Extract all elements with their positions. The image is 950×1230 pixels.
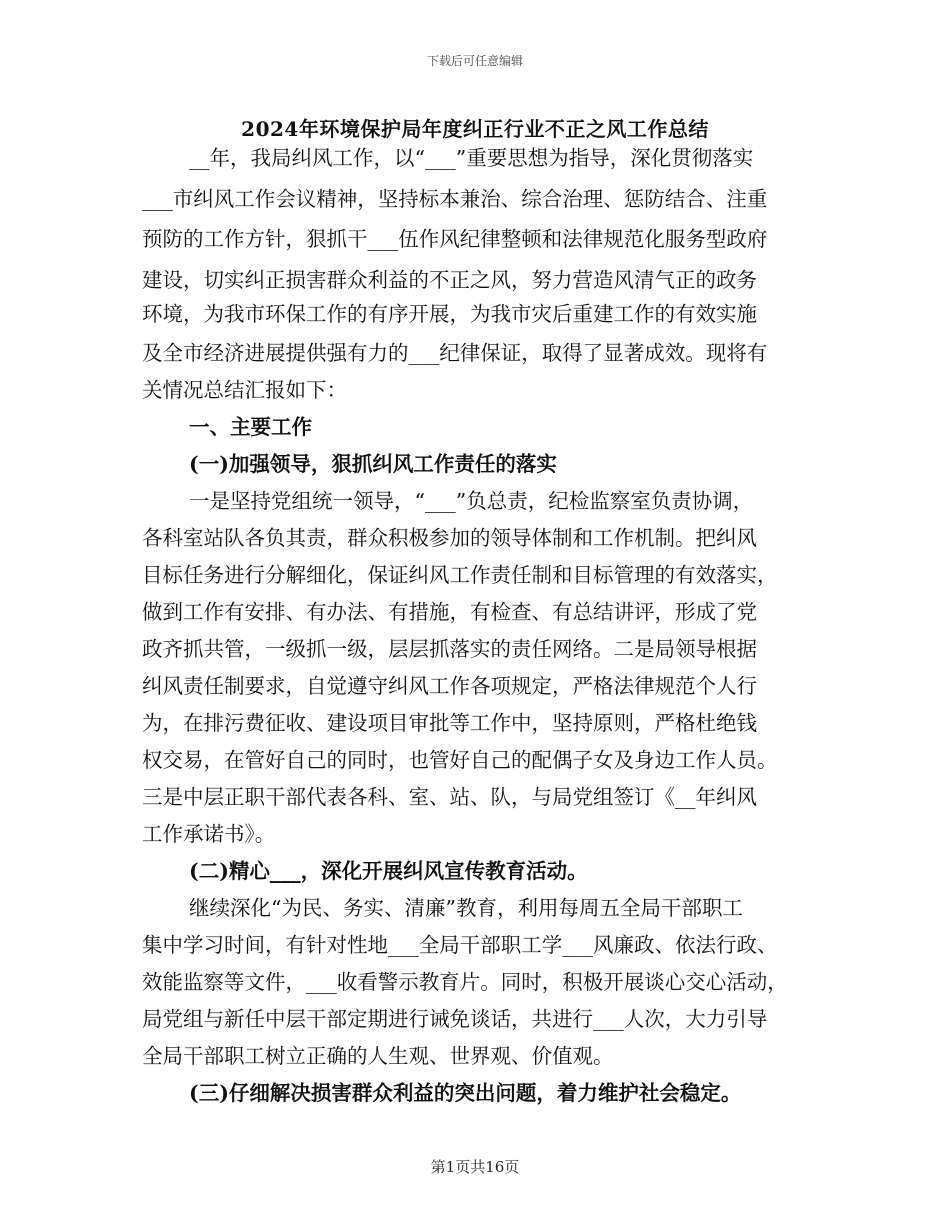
subsection-heading: (一)加强领导，狠抓纠风工作责任的落实 xyxy=(189,452,557,476)
page-header-note: 下载后可任意编辑 xyxy=(426,54,523,68)
paragraph-line: 三是中层正职干部代表各科、室、站、队，与局党组签订《__年纠风 xyxy=(142,785,757,809)
paragraph-line: 为，在排污费征收、建设项目审批等工作中，坚持原则，严格杜绝钱 xyxy=(142,711,757,735)
paragraph-line: 纠风责任制要求，自觉遵守纠风工作各项规定，严格法律规范个人行 xyxy=(142,674,757,698)
paragraph-line: 预防的工作方针，狠抓干___伍作风纪律整顿和法律规范化服务型政府 xyxy=(142,227,768,251)
paragraph-line: 政齐抓共管，一级抓一级，层层抓落实的责任网络。二是局领导根据 xyxy=(142,637,757,661)
paragraph-line: 权交易，在管好自己的同时，也管好自己的配偶子女及身边工作人员。 xyxy=(142,748,778,772)
paragraph-line: 一是坚持党组统一领导，“___”负总责，纪检监察室负责协调， xyxy=(189,489,754,513)
paragraph-line: 工作承诺书》。 xyxy=(142,822,276,846)
paragraph-line: 继续深化“为民、务实、清廉”教育，利用每周五全局干部职工 xyxy=(189,896,743,920)
paragraph-line: 关情况总结汇报如下： xyxy=(142,378,347,402)
paragraph-line: 目标任务进行分解细化，保证纠风工作责任制和目标管理的有效落实， xyxy=(142,563,778,587)
section-heading: 一、主要工作 xyxy=(189,415,312,439)
document-title: 2024年环境保护局年度纠正行业不正之风工作总结 xyxy=(241,117,709,141)
paragraph-line: __年，我局纠风工作，以“___”重要思想为指导，深化贯彻落实 xyxy=(189,146,754,170)
page-number: 第1页共16页 xyxy=(430,1158,520,1176)
paragraph-line: 局党组与新任中层干部定期进行诫免谈话，共进行___人次，大力引导 xyxy=(142,1007,768,1031)
paragraph-line: 效能监察等文件，___收看警示教育片。同时，积极开展谈心交心活动， xyxy=(142,970,788,994)
subsection-heading: (二)精心___，深化开展纠风宣传教育活动。 xyxy=(189,859,588,883)
paragraph-line: 做到工作有安排、有办法、有措施，有检查、有总结讲评，形成了党 xyxy=(142,600,757,624)
paragraph-line: 及全市经济进展提供强有力的___纪律保证，取得了显著成效。现将有 xyxy=(142,341,768,365)
subsection-heading: (三)仔细解决损害群众利益的突出问题，着力维护社会稳定。 xyxy=(189,1081,742,1105)
paragraph-line: 全局干部职工树立正确的人生观、世界观、价值观。 xyxy=(142,1044,614,1068)
paragraph-line: 环境，为我市环保工作的有序开展，为我市灾后重建工作的有效实施 xyxy=(142,302,757,326)
paragraph-line: 集中学习时间，有针对性地___全局干部职工学___风廉政、依法行政、 xyxy=(142,933,778,957)
paragraph-line: ___市纠风工作会议精神，坚持标本兼治、综合治理、惩防结合、注重 xyxy=(142,187,768,211)
paragraph-line: 建设，切实纠正损害群众利益的不正之风，努力营造风清气正的政务 xyxy=(142,268,757,292)
paragraph-line: 各科室站队各负其责，群众积极参加的领导体制和工作机制。把纠风 xyxy=(142,526,757,550)
